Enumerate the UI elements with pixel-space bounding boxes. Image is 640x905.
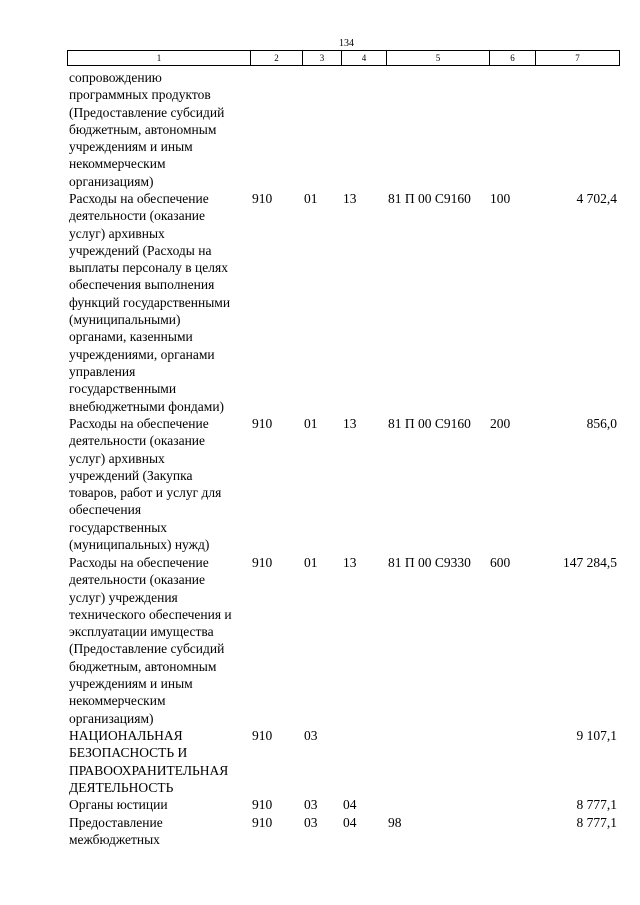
page-number: 134 (339, 38, 354, 49)
description-line: ПРАВООХРАНИТЕЛЬНАЯ (69, 762, 229, 778)
expense-type-code: 600 (490, 555, 511, 570)
description-line: бюджетным, автономным (69, 658, 217, 674)
column-header-4: 4 (342, 51, 387, 66)
description-line: управления (69, 363, 136, 379)
description-line: некоммерческим (69, 156, 166, 172)
description-line: обеспечения выполнения (69, 277, 215, 293)
section-code: 01 (304, 555, 318, 570)
subsection-code: 13 (343, 555, 357, 570)
row-description (69, 190, 255, 415)
target-article-code: 81 П 00 С9160 (388, 416, 471, 431)
section-code: 03 (304, 728, 318, 743)
description-line: учреждений (Закупка (69, 467, 193, 483)
description-line: функций государственными (69, 294, 231, 310)
subsection-code: 13 (343, 191, 357, 206)
description-line: БЕЗОПАСНОСТЬ И (69, 745, 188, 761)
description-line: услуг) учреждения (69, 589, 178, 605)
column-header-row (68, 51, 620, 66)
description-line: организациям) (69, 710, 154, 726)
description-line: НАЦИОНАЛЬНАЯ (69, 728, 183, 743)
section-code: 01 (304, 191, 318, 206)
description-line: программных продуктов (69, 87, 211, 103)
row-description (69, 69, 255, 190)
subsection-code: 13 (343, 416, 357, 431)
description-line: (Предоставление субсидий (69, 104, 225, 120)
column-header-2: 2 (251, 51, 303, 66)
description-line: (муниципальными) (69, 312, 181, 328)
row-description (69, 814, 255, 849)
description-line: внебюджетными фондами) (69, 398, 225, 414)
subsection-code: 04 (343, 797, 357, 812)
description-line: услуг) архивных (69, 450, 165, 466)
description-line: деятельности (оказание (69, 433, 206, 449)
description-line: учреждениям и иным (69, 139, 193, 155)
description-line: организациям) (69, 173, 154, 189)
description-line: государственными (69, 381, 177, 397)
ministry-code: 910 (252, 728, 273, 743)
section-code: 03 (304, 815, 318, 830)
amount: 4 702,4 (576, 191, 617, 206)
description-line: учреждений (Расходы на (69, 242, 212, 258)
target-article-code: 98 (388, 815, 402, 830)
description-line: Расходы на обеспечение (69, 555, 209, 570)
column-header-3: 3 (303, 51, 342, 66)
section-code: 03 (304, 797, 318, 812)
description-line: учреждениям и иным (69, 676, 193, 692)
description-line: эксплуатации имущества (69, 624, 214, 640)
column-header-1: 1 (68, 51, 251, 66)
description-line: учреждениями, органами (69, 346, 215, 362)
amount: 8 777,1 (576, 797, 617, 812)
row-description (69, 554, 255, 727)
column-header-7: 7 (536, 51, 620, 66)
description-line: (Предоставление субсидий (69, 641, 225, 657)
description-line: технического обеспечения и (69, 606, 232, 622)
ministry-code: 910 (252, 797, 273, 812)
description-line: деятельности (оказание (69, 208, 206, 224)
amount: 9 107,1 (576, 728, 617, 743)
description-line: органами, казенными (69, 329, 193, 345)
subsection-code: 04 (343, 815, 357, 830)
description-line: межбюджетных (69, 832, 160, 848)
section-code: 01 (304, 416, 318, 431)
description-line: Органы юстиции (69, 797, 168, 812)
column-header-5: 5 (387, 51, 490, 66)
description-line: обеспечения (69, 502, 142, 518)
amount: 147 284,5 (563, 555, 617, 570)
description-line: Расходы на обеспечение (69, 191, 209, 206)
description-line: ДЕЯТЕЛЬНОСТЬ (69, 779, 174, 795)
description-line: товаров, работ и услуг для (69, 485, 222, 501)
description-line: бюджетным, автономным (69, 121, 217, 137)
expense-type-code: 100 (490, 191, 511, 206)
description-line: сопровождению (69, 70, 162, 85)
ministry-code: 910 (252, 191, 273, 206)
description-line: деятельности (оказание (69, 572, 206, 588)
row-description (69, 796, 255, 813)
description-line: услуг) архивных (69, 225, 165, 241)
amount: 8 777,1 (576, 815, 617, 830)
column-header-table (67, 50, 620, 66)
target-article-code: 81 П 00 С9330 (388, 555, 471, 570)
ministry-code: 910 (252, 555, 273, 570)
ministry-code: 910 (252, 815, 273, 830)
description-line: государственных (69, 519, 168, 535)
description-line: (муниципальных) нужд) (69, 537, 210, 553)
target-article-code: 81 П 00 С9160 (388, 191, 471, 206)
ministry-code: 910 (252, 416, 273, 431)
description-line: выплаты персоналу в целях (69, 260, 228, 276)
description-line: Предоставление (69, 815, 163, 830)
row-description (69, 727, 255, 796)
amount: 856,0 (586, 416, 617, 431)
row-description (69, 415, 255, 553)
description-line: некоммерческим (69, 693, 166, 709)
expense-type-code: 200 (490, 416, 511, 431)
description-line: Расходы на обеспечение (69, 416, 209, 431)
column-header-6: 6 (490, 51, 536, 66)
